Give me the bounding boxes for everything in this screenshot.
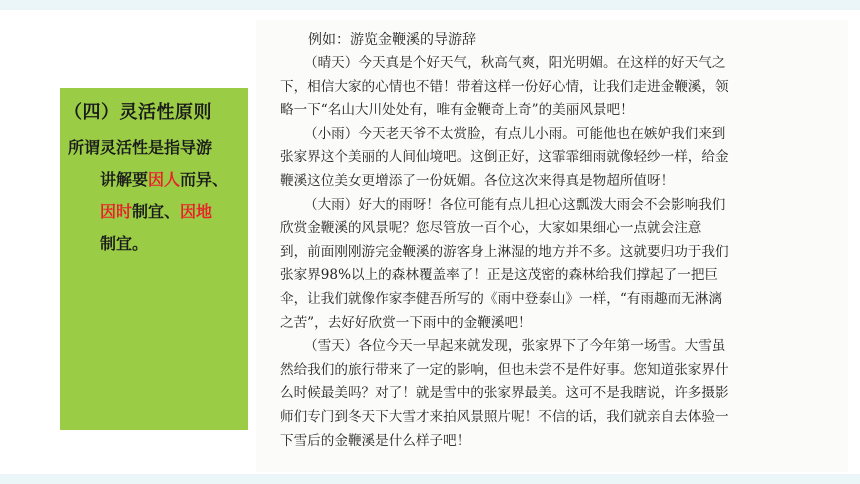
document-line: （晴天）今天真是个好天气，秋高气爽，阳光明媚。在这样的好天气之 — [304, 55, 726, 71]
document-line: 下，相信大家的心情也不错！带着这样一份好心情，让我们走进金鞭溪，领 — [280, 78, 729, 95]
document-paragraph — [280, 194, 838, 336]
document-line: 到，前面刚刚游完金鞭溪的游客身上淋湿的地方并不多。这就要归功于我们 — [280, 243, 729, 260]
top-decoration-band — [0, 0, 860, 10]
bottom-decoration-band — [0, 474, 860, 484]
document-paragraphs — [280, 52, 838, 453]
highlight-yin-di: 因地 — [180, 202, 213, 221]
document-line: 伞，让我们就像作家李健吾所写的《雨中登泰山》一样，“有雨趣而无淋漓 — [280, 290, 722, 307]
document-line: 然给我们的旅行带来了一定的影响，但也未尝不是件好事。您知道张家界什 — [280, 361, 729, 378]
document-paragraph — [280, 335, 838, 453]
document-line: 欣赏金鞭溪的风景呢？您尽管放一百个心，大家如果细心一点就会注意 — [280, 220, 702, 237]
document-line: 师们专门到冬天下大雪才来拍风景照片呢！不信的话，我们就亲自去体验一 — [280, 408, 729, 425]
document-line: 下雪后的金鞭溪是什么样子吧！ — [280, 432, 471, 449]
document-line: （小雨）今天老天爷不太赏脸，有点儿小雨。可能他也在嫉妒我们来到 — [304, 125, 726, 142]
document-line: 张家界这个美丽的人间仙境吧。这倒正好，这霏霏细雨就像轻纱一样，给金 — [280, 149, 729, 166]
document-line: （大雨）好大的雨呀！各位可能有点儿担心这瓢泼大雨会不会影响我们 — [304, 196, 726, 213]
document-line: 张家界98%以上的森林覆盖率了！正是这茂密的森林给我们撑起了一把巨 — [280, 267, 719, 284]
principle-line-4: 制宜。 — [100, 234, 149, 253]
document-line: 之苦”，去好好欣赏一下雨中的金鞭溪吧！ — [280, 314, 532, 331]
document-line: 么时候最美吗？对了！就是雪中的张家界最美。这可不是我瞎说，许多摄影 — [280, 385, 729, 402]
principle-line-3 — [68, 196, 248, 228]
principle-panel — [60, 88, 248, 430]
principle-title: （四）灵活性原则 — [64, 102, 212, 123]
principle-text: 制宜、 — [132, 202, 181, 221]
document-line: 鞭溪这位美女更增添了一份妩媚。各位这次来得真是物超所值呀！ — [280, 172, 675, 189]
document-line: 略一下“名山大川处处有，唯有金鞭奇上奇”的美丽风景吧！ — [280, 102, 634, 119]
principle-description — [68, 132, 248, 260]
highlight-yin-ren: 因人 — [148, 170, 181, 189]
document-title: 例如：游览金鞭溪的导游辞 — [308, 32, 476, 48]
principle-line-2 — [68, 164, 248, 196]
highlight-yin-shi: 因时 — [100, 202, 133, 221]
scanned-document — [256, 20, 848, 472]
principle-line-1: 所谓灵活性是指导游 — [68, 138, 213, 157]
document-line: （雪天）各位今天一早起来就发现，张家界下了今年第一场雪。大雪虽 — [304, 338, 726, 355]
principle-text: 而异、 — [180, 170, 229, 189]
document-paragraph — [280, 52, 838, 123]
document-paragraph — [280, 123, 838, 194]
principle-text: 讲解要 — [100, 170, 149, 189]
